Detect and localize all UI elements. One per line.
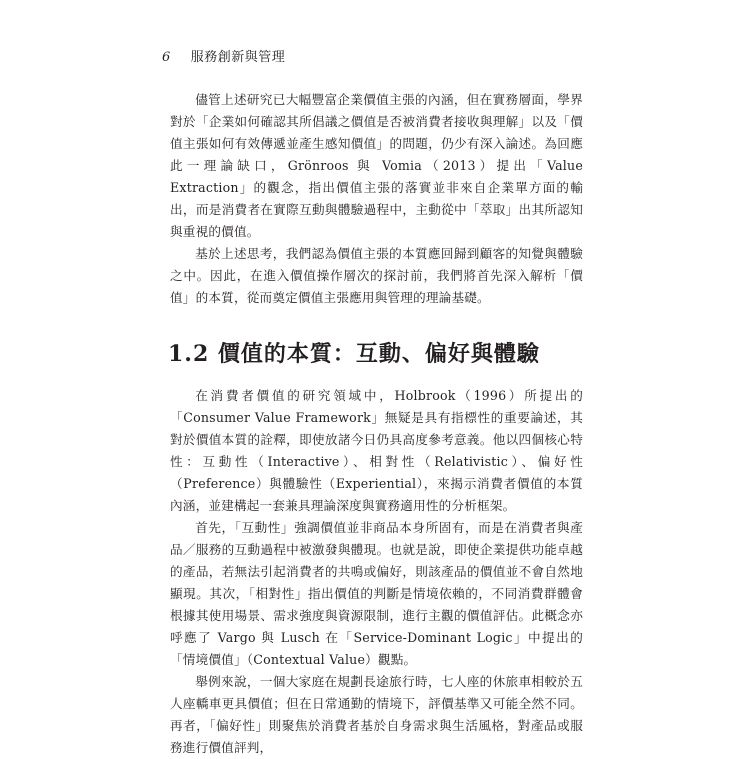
section-text [170,385,583,759]
book-title: 服務創新與管理 [190,50,286,65]
section-paragraph-3: 舉例來說，一個大家庭在規劃長途旅行時，七人座的休旅車相較於五人座轎車更具價值；但在日常通勤的情境下，評價基準又可能全然不同。再者，「偏好性」則聚焦於消費者基於自身需求與生活風格，對產品或服務進行價值評判， [170,674,583,755]
section-paragraph-1: 在消費者價值的研究領域中，Holbrook（1996）所提出的「Consumer Value Framework」無疑是具有指標性的重要論述，其對於價值本質的詮釋，即使放諸今日仍具高度參考意義。他以四個核心特性：互動性（Interactive）、相對性（Relativistic）、偏好性（Preference）與體驗性（Experiential），來揭示消費者價值的本質內涵，並建構起一套兼具理論深度與實務適用性的分析框架。 [170,388,583,513]
section-paragraph-2: 首先，「互動性」強調價值並非商品本身所固有，而是在消費者與產品／服務的互動過程中被激發與體現。也就是說，即使企業提供功能卓越的產品，若無法引起消費者的共鳴或偏好，則該產品的價值並不會自然地顯現。其次，「相對性」指出價值的判斷是情境依賴的，不同消費群體會根據其使用場景、需求強度與資源限制，進行主觀的價值評估。此概念亦呼應了 Vargo 與 Lusch 在「Service-Dominant Logic」中提出的「情境價值」（Contextual Value）觀點。 [170,520,583,667]
page-number: 6 [162,50,171,65]
section-heading: 1.2 價值的本質：互動、偏好與體驗 [168,341,540,367]
running-head [162,46,285,65]
intro-text [170,89,583,309]
intro-paragraph-1: 儘管上述研究已大幅豐富企業價值主張的內涵，但在實務層面，學界對於「企業如何確認其所倡議之價值是否被消費者接收與理解」以及「價值主張如何有效傳遞並產生感知價值」的問題，仍少有深入論述。為回應此一理論缺口，Grönroos 與 Vomia（2013）提出「Value Extraction」的觀念，指出價值主張的落實並非來自企業單方面的輸出，而是消費者在實際互動與體驗過程中，主動從中「萃取」出其所認知與重視的價值。 [170,92,583,239]
intro-paragraph-2: 基於上述思考，我們認為價值主張的本質應回歸到顧客的知覺與體驗之中。因此，在進入價值操作層次的探討前，我們將首先深入解析「價值」的本質，從而奠定價值主張應用與管理的理論基礎。 [170,246,583,305]
